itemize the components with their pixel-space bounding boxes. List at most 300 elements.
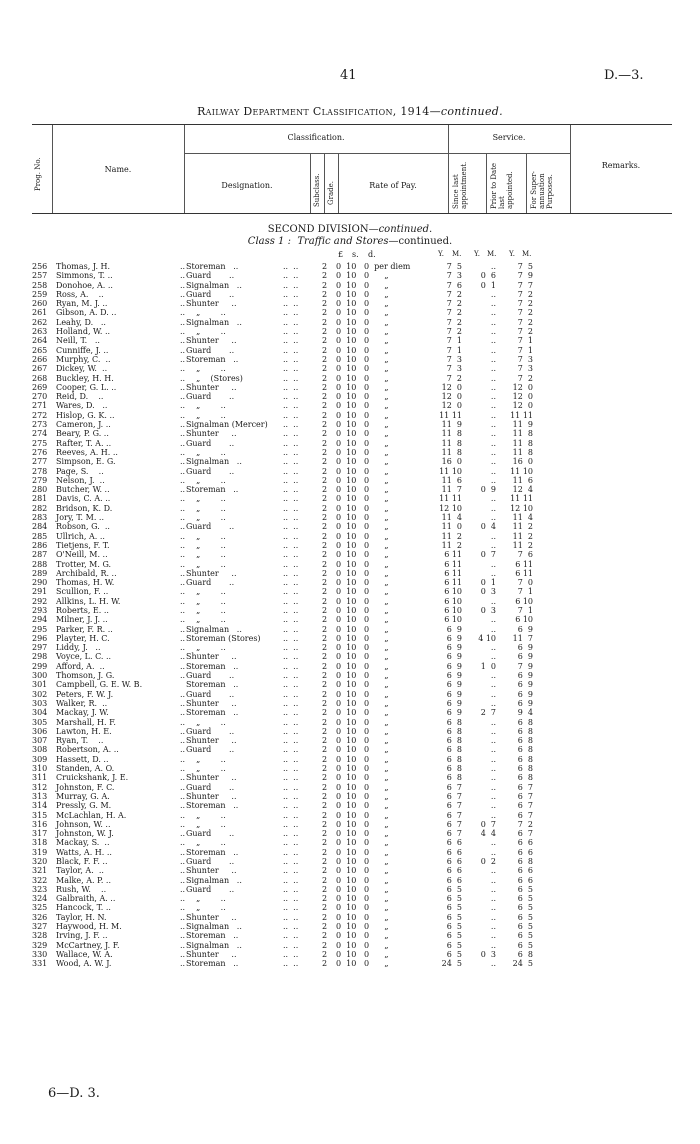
cell-super: 7 2 — [517, 373, 533, 383]
cell-dots1: .. — [180, 410, 186, 420]
cell-dots1: .. — [180, 949, 186, 959]
cell-dots1: .. — [180, 587, 186, 597]
cell-name: Wood, A. W. J. — [56, 959, 112, 969]
table-row — [0, 811, 700, 820]
cell-since: 7 6 — [446, 280, 462, 290]
cell-dots1: .. — [180, 262, 186, 271]
cell-dots2: .. .. — [283, 912, 299, 922]
cell-super: 11 2 — [512, 522, 533, 532]
cell-dots2: .. .. — [283, 791, 299, 801]
cell-since: 6 5 — [446, 903, 462, 913]
cell-designation: Signalman .. — [186, 875, 242, 885]
cell-grade: 2 — [322, 336, 328, 346]
cell-super: 7 9 — [517, 271, 533, 281]
cell-name: Beary, P. G. .. — [56, 429, 109, 439]
cell-name: Reeves, A. H. .. — [56, 447, 118, 457]
cell-grade: 2 — [322, 327, 328, 337]
cell-since: 11 11 — [439, 410, 462, 420]
cell-since: 6 5 — [446, 931, 462, 941]
cell-dots1: .. — [180, 838, 186, 848]
cell-designation: Storeman (Stores) — [186, 633, 261, 643]
cell-rate: 0 10 0 „ — [336, 494, 389, 504]
cell-since: 6 9 — [446, 661, 462, 671]
table-row — [0, 550, 700, 559]
cell-dots1: .. — [180, 717, 186, 727]
cell-super: 6 5 — [517, 884, 533, 894]
cell-prior: 0 3 — [480, 605, 496, 615]
cell-designation: „ .. — [186, 819, 226, 829]
cell-dots2: .. .. — [283, 494, 299, 504]
cell-no: 300 — [32, 671, 48, 681]
cell-since: 6 9 — [446, 624, 462, 634]
cell-no: 274 — [32, 429, 48, 439]
cell-prior: .. — [490, 410, 496, 420]
cell-rate: 0 10 0 „ — [336, 457, 389, 467]
cell-dots2: .. .. — [283, 382, 299, 392]
cell-no: 328 — [32, 931, 48, 941]
cell-grade: 2 — [322, 373, 328, 383]
cell-dots1: .. — [180, 894, 186, 904]
cell-designation: Shunter .. — [186, 773, 237, 783]
cell-super: 6 9 — [517, 624, 533, 634]
cell-designation: Storeman .. — [186, 485, 239, 495]
cell-prior: .. — [490, 513, 496, 523]
since-last-header: Since last appointment. — [452, 161, 468, 209]
cell-dots2: .. .. — [283, 596, 299, 606]
cell-dots1: .. — [180, 959, 186, 969]
cell-no: 264 — [32, 336, 48, 346]
cell-name: Liddy, J. .. — [56, 643, 101, 653]
cell-designation: Shunter .. — [186, 736, 237, 746]
cell-name: O'Neill, M. .. — [56, 550, 108, 560]
cell-grade: 2 — [322, 698, 328, 708]
cell-name: Holland, W. .. — [56, 327, 111, 337]
table-row — [0, 318, 700, 327]
table-row — [0, 941, 700, 950]
cell-rate: 0 10 0 „ — [336, 810, 389, 820]
cell-super: 7 6 — [517, 550, 533, 560]
cell-grade: 2 — [322, 568, 328, 578]
table-row — [0, 262, 700, 271]
cell-dots1: .. — [180, 280, 186, 290]
cell-prior: .. — [490, 959, 496, 969]
cell-name: Walker, R. .. — [56, 698, 108, 708]
cell-since: 6 9 — [446, 698, 462, 708]
cell-super: 7 1 — [517, 336, 533, 346]
cell-designation: Signalman (Mercer) — [186, 420, 268, 430]
cell-dots1: .. — [180, 550, 186, 560]
table-row — [0, 383, 700, 392]
cell-rate: 0 10 0 „ — [336, 931, 389, 941]
cell-dots2: .. .. — [283, 615, 299, 625]
table-row — [0, 894, 700, 903]
cell-dots1: .. — [180, 726, 186, 736]
cell-since: 6 8 — [446, 745, 462, 755]
cell-designation: „ .. — [186, 615, 226, 625]
table-row — [0, 857, 700, 866]
cell-dots2: .. .. — [283, 847, 299, 857]
cell-no: 263 — [32, 327, 48, 337]
cell-dots2: .. .. — [283, 940, 299, 950]
table-row — [0, 931, 700, 940]
cell-dots1: .. — [180, 308, 186, 318]
table-row — [0, 355, 700, 364]
cell-designation: „ .. — [186, 364, 226, 374]
cell-prior: 0 1 — [480, 578, 496, 588]
cell-dots2: .. .. — [283, 801, 299, 811]
cell-prior: .. — [490, 494, 496, 504]
table-row — [0, 671, 700, 680]
cell-no: 324 — [32, 894, 48, 904]
cell-rate: 0 10 0 „ — [336, 671, 389, 681]
cell-designation: Storeman .. — [186, 354, 239, 364]
cell-rate: 0 10 0 „ — [336, 912, 389, 922]
cell-since: 6 9 — [446, 708, 462, 718]
prior-to-header: Prior to Date last appointed. — [490, 162, 514, 209]
cell-dots1: .. — [180, 513, 186, 523]
table-row — [0, 299, 700, 308]
cell-super: 7 5 — [517, 262, 533, 271]
cell-no: 319 — [32, 847, 48, 857]
cell-since: 6 7 — [446, 791, 462, 801]
cell-no: 293 — [32, 605, 48, 615]
cell-dots2: .. .. — [283, 708, 299, 718]
table-row — [0, 281, 700, 290]
cell-prior: .. — [490, 531, 496, 541]
cell-since: 6 5 — [446, 940, 462, 950]
cell-prior: .. — [490, 503, 496, 513]
table-row — [0, 699, 700, 708]
cell-prior: .. — [490, 801, 496, 811]
cell-dots2: .. .. — [283, 680, 299, 690]
division-name: SECOND DIVISION — [267, 224, 369, 235]
cell-rate: 0 10 0 „ — [336, 373, 389, 383]
cell-no: 309 — [32, 754, 48, 764]
cell-since: 7 3 — [446, 271, 462, 281]
super-years-unit: Y. — [509, 250, 515, 258]
cell-rate: 0 10 0 „ — [336, 531, 389, 541]
cell-grade: 2 — [322, 531, 328, 541]
cell-dots2: .. .. — [283, 726, 299, 736]
cell-super: 6 11 — [515, 568, 533, 578]
cell-since: 7 2 — [446, 373, 462, 383]
cell-name: Dickey, W. .. — [56, 364, 108, 374]
cell-dots2: .. .. — [283, 829, 299, 839]
cell-rate: 0 10 0 „ — [336, 745, 389, 755]
cell-no: 273 — [32, 420, 48, 430]
cell-prior: .. — [490, 671, 496, 681]
cell-name: Robertson, A. .. — [56, 745, 119, 755]
cell-prior: .. — [490, 931, 496, 941]
cell-grade: 2 — [322, 819, 328, 829]
table-row — [0, 950, 700, 959]
table-header — [32, 124, 672, 214]
cell-prior: .. — [490, 810, 496, 820]
cell-prior: .. — [490, 373, 496, 383]
cell-no: 277 — [32, 457, 48, 467]
cell-grade: 2 — [322, 838, 328, 848]
cell-rate: 0 10 0 „ — [336, 819, 389, 829]
cell-since: 7 5 — [446, 262, 462, 271]
cell-prior: .. — [490, 568, 496, 578]
cell-name: Thomas, J. H. — [56, 262, 111, 271]
cell-no: 267 — [32, 364, 48, 374]
cell-grade: 2 — [322, 940, 328, 950]
cell-dots2: .. .. — [283, 782, 299, 792]
prog-no-header: Prog. No. — [34, 157, 42, 191]
cell-dots1: .. — [180, 791, 186, 801]
cell-no: 285 — [32, 531, 48, 541]
cell-grade: 2 — [322, 587, 328, 597]
cell-prior: .. — [490, 847, 496, 857]
cell-rate: 0 10 0 „ — [336, 317, 389, 327]
cell-no: 311 — [32, 773, 48, 783]
division-title — [0, 224, 700, 235]
cell-prior: .. — [490, 420, 496, 430]
cell-name: Hassett, D. .. — [56, 754, 109, 764]
cell-prior: .. — [490, 689, 496, 699]
cell-dots2: .. .. — [283, 866, 299, 876]
cell-no: 331 — [32, 959, 48, 969]
cell-dots2: .. .. — [283, 857, 299, 866]
table-row — [0, 913, 700, 922]
cell-dots1: .. — [180, 754, 186, 764]
cell-name: Johnson, W. .. — [56, 819, 111, 829]
cell-designation: Shunter .. — [186, 949, 237, 959]
cell-name: Cruickshank, J. E. — [56, 773, 129, 783]
cell-since: 11 8 — [441, 429, 462, 439]
cell-super: 12 0 — [512, 392, 533, 402]
cell-dots1: .. — [180, 689, 186, 699]
table-row — [0, 625, 700, 634]
cell-grade: 2 — [322, 708, 328, 718]
cell-super: 7 7 — [517, 280, 533, 290]
cell-prior: .. — [490, 643, 496, 653]
cell-super: 7 1 — [517, 605, 533, 615]
cell-dots1: .. — [180, 336, 186, 346]
rate-of-pay-header: Rate of Pay. — [369, 181, 417, 190]
cell-name: Allkins, L. H. W. — [56, 596, 121, 606]
cell-grade: 2 — [322, 866, 328, 876]
cell-designation: „ .. — [186, 838, 226, 848]
cell-super: 6 8 — [517, 745, 533, 755]
cell-name: Bridson, K. D. — [56, 503, 113, 513]
cell-no: 318 — [32, 838, 48, 848]
table-row — [0, 764, 700, 773]
cell-super: 6 11 — [515, 559, 533, 569]
cell-dots2: .. .. — [283, 429, 299, 439]
cell-designation: Signalman .. — [186, 280, 242, 290]
cell-dots1: .. — [180, 773, 186, 783]
cell-dots1: .. — [180, 819, 186, 829]
cell-super: 11 7 — [512, 633, 533, 643]
cell-designation: Shunter .. — [186, 791, 237, 801]
cell-super: 6 8 — [517, 736, 533, 746]
cell-no: 258 — [32, 280, 48, 290]
cell-super: 6 5 — [517, 894, 533, 904]
cell-prior: .. — [490, 773, 496, 783]
cell-rate: 0 10 0 „ — [336, 680, 389, 690]
cell-dots2: .. .. — [283, 587, 299, 597]
cell-name: Cunniffe, J. .. — [56, 345, 109, 355]
cell-dots1: .. — [180, 392, 186, 402]
cell-rate: 0 10 0 „ — [336, 336, 389, 346]
cell-prior: .. — [490, 345, 496, 355]
cell-since: 6 5 — [446, 949, 462, 959]
table-row — [0, 903, 700, 912]
cell-rate: 0 10 0 „ — [336, 540, 389, 550]
cell-since: 6 5 — [446, 912, 462, 922]
cell-name: Galbraith, A. .. — [56, 894, 116, 904]
cell-name: Playter, H. C. — [56, 633, 110, 643]
cell-designation: Shunter .. — [186, 568, 237, 578]
cell-prior: .. — [490, 717, 496, 727]
cell-name: Malke, A. P. .. — [56, 875, 111, 885]
cell-since: 6 10 — [444, 615, 462, 625]
cell-no: 276 — [32, 447, 48, 457]
cell-super: 6 8 — [517, 773, 533, 783]
cell-rate: 0 10 0 „ — [336, 801, 389, 811]
cell-dots2: .. .. — [283, 745, 299, 755]
cell-since: 6 11 — [444, 550, 462, 560]
cell-designation: Shunter .. — [186, 429, 237, 439]
cell-super: 6 5 — [517, 940, 533, 950]
table-row — [0, 411, 700, 420]
cell-prior: .. — [490, 615, 496, 625]
cell-since: 11 8 — [441, 447, 462, 457]
cell-since: 6 8 — [446, 726, 462, 736]
cell-rate: 0 10 0 „ — [336, 884, 389, 894]
cell-no: 327 — [32, 922, 48, 932]
cell-grade: 2 — [322, 801, 328, 811]
cell-grade: 2 — [322, 764, 328, 774]
cell-prior: .. — [490, 875, 496, 885]
table-row — [0, 494, 700, 503]
cell-grade: 2 — [322, 726, 328, 736]
cell-no: 321 — [32, 866, 48, 876]
table-row — [0, 569, 700, 578]
cell-name: Ryan, M. J. .. — [56, 299, 108, 309]
cell-dots1: .. — [180, 736, 186, 746]
cell-designation: „ .. — [186, 596, 226, 606]
cell-grade: 2 — [322, 438, 328, 448]
cell-rate: 0 10 0 „ — [336, 429, 389, 439]
cell-since: 24 5 — [441, 959, 462, 969]
table-row — [0, 467, 700, 476]
cell-prior: 0 7 — [480, 819, 496, 829]
cell-no: 281 — [32, 494, 48, 504]
shilling-unit: s. — [352, 250, 359, 259]
cell-grade: 2 — [322, 894, 328, 904]
cell-dots1: .. — [180, 643, 186, 653]
cell-prior: .. — [490, 884, 496, 894]
cell-grade: 2 — [322, 931, 328, 941]
cell-dots2: .. .. — [283, 568, 299, 578]
cell-no: 290 — [32, 578, 48, 588]
cell-rate: 0 10 0 „ — [336, 959, 389, 969]
cell-designation: „ .. — [186, 643, 226, 653]
cell-dots2: .. .. — [283, 522, 299, 532]
cell-grade: 2 — [322, 410, 328, 420]
table-row — [0, 755, 700, 764]
cell-dots1: .. — [180, 364, 186, 374]
cell-dots1: .. — [180, 466, 186, 476]
cell-name: Page, S. .. — [56, 466, 104, 476]
cell-no: 325 — [32, 903, 48, 913]
cell-since: 11 8 — [441, 438, 462, 448]
table-row — [0, 308, 700, 317]
cell-no: 323 — [32, 884, 48, 894]
cell-prior: .. — [490, 327, 496, 337]
cell-grade: 2 — [322, 578, 328, 588]
table-row — [0, 457, 700, 466]
cell-dots2: .. .. — [283, 922, 299, 932]
cell-super: 11 8 — [512, 438, 533, 448]
table-row — [0, 392, 700, 401]
cell-grade: 2 — [322, 643, 328, 653]
prior-years-unit: Y. — [474, 250, 480, 258]
cell-dots2: .. .. — [283, 354, 299, 364]
cell-rate: 0 10 0 „ — [336, 354, 389, 364]
cell-since: 12 0 — [441, 382, 462, 392]
cell-no: 307 — [32, 736, 48, 746]
cell-since: 6 7 — [446, 782, 462, 792]
cell-grade: 2 — [322, 884, 328, 894]
cell-no: 266 — [32, 354, 48, 364]
cell-no: 302 — [32, 689, 48, 699]
cell-dots1: .. — [180, 829, 186, 839]
cell-since: 6 6 — [446, 875, 462, 885]
cell-dots1: .. — [180, 615, 186, 625]
cell-no: 320 — [32, 857, 48, 866]
cell-dots2: .. .. — [283, 466, 299, 476]
cell-rate: 0 10 0 „ — [336, 401, 389, 411]
since-years-unit: Y. — [438, 250, 444, 258]
cell-designation: Guard .. — [186, 345, 235, 355]
cell-designation: „ .. — [186, 503, 226, 513]
cell-no: 278 — [32, 466, 48, 476]
cell-designation: Guard .. — [186, 745, 235, 755]
cell-name: Pressly, G. M. — [56, 801, 112, 811]
cell-dots1: .. — [180, 633, 186, 643]
cell-super: 6 10 — [515, 615, 533, 625]
cell-since: 11 2 — [441, 531, 462, 541]
cell-name: Campbell, G. E. W. B. — [56, 680, 143, 690]
cell-prior: .. — [490, 754, 496, 764]
cell-no: 315 — [32, 810, 48, 820]
cell-grade: 2 — [322, 717, 328, 727]
cell-rate: 0 10 0 „ — [336, 420, 389, 430]
cell-prior: .. — [490, 912, 496, 922]
cell-designation: „ .. — [186, 540, 226, 550]
cell-name: Gibson, A. D. .. — [56, 308, 117, 318]
cell-name: Thomson, J. G. — [56, 671, 115, 681]
cell-designation: Guard .. — [186, 522, 235, 532]
cell-grade: 2 — [322, 308, 328, 318]
cell-designation: „ .. — [186, 605, 226, 615]
table-row — [0, 736, 700, 745]
cell-dots2: .. .. — [283, 949, 299, 959]
cell-dots2: .. .. — [283, 550, 299, 560]
cell-designation: Storeman .. — [186, 801, 239, 811]
cell-rate: 0 10 0 „ — [336, 475, 389, 485]
cell-grade: 2 — [322, 782, 328, 792]
cell-designation: Guard .. — [186, 857, 235, 866]
cell-no: 287 — [32, 550, 48, 560]
cell-rate: 0 10 0 „ — [336, 522, 389, 532]
cell-dots2: .. .. — [283, 364, 299, 374]
cell-super: 16 0 — [512, 457, 533, 467]
